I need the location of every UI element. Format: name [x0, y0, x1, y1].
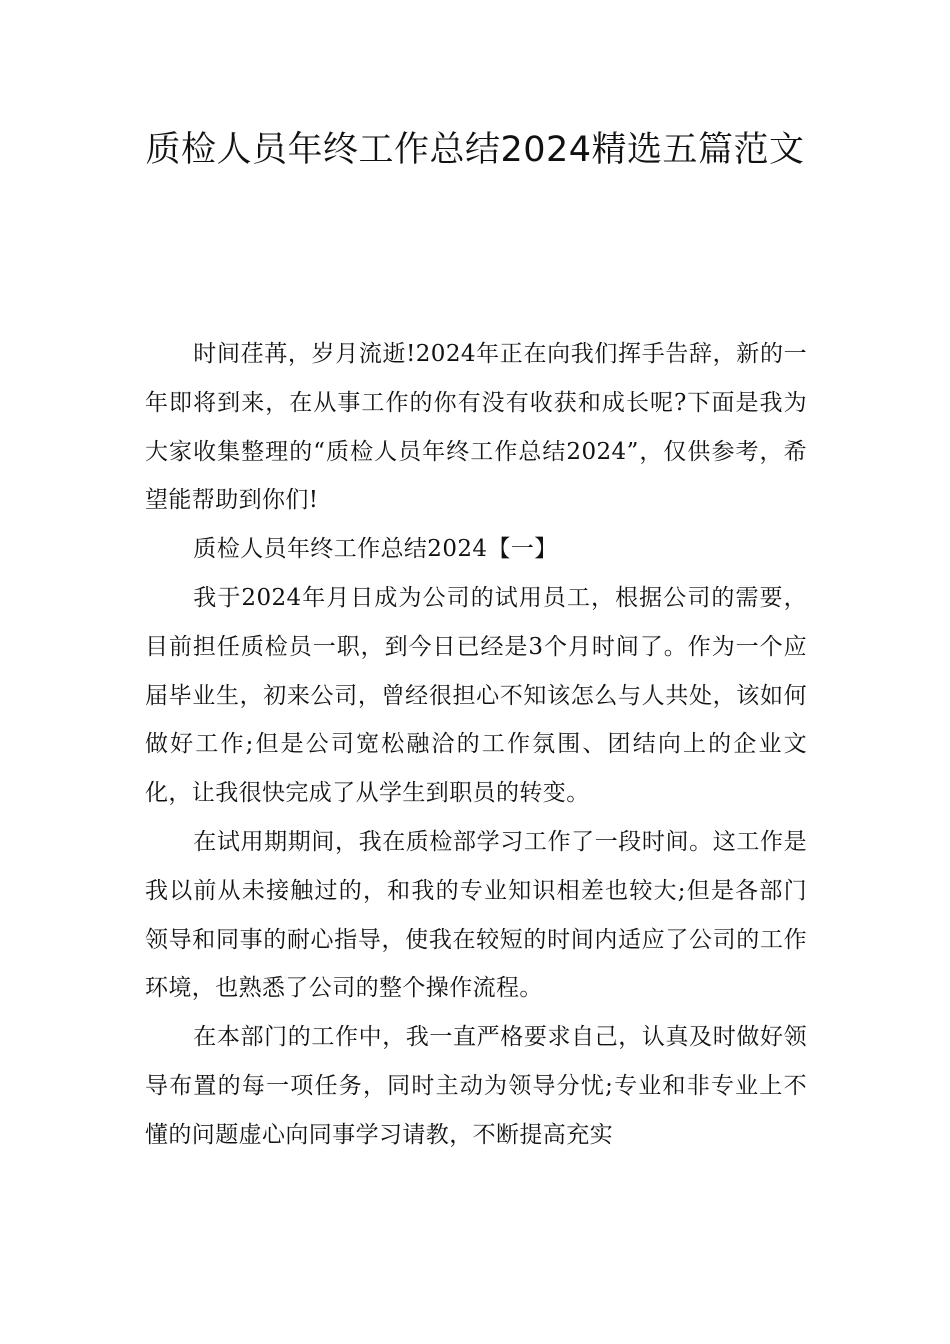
document-body: [145, 330, 807, 1160]
body-paragraph: 在本部门的工作中，我一直严格要求自己，认真及时做好领导布置的每一项任务，同时主动为领导分忧;专业和非专业上不懂的问题虚心向同事学习请教，不断提高充实: [145, 1024, 807, 1148]
intro-paragraph: 时间荏苒，岁月流逝!2024年正在向我们挥手告辞，新的一年即将到来，在从事工作的你有没有收获和成长呢?下面是我为大家收集整理的“质检人员年终工作总结2024”，仅供参考，希望能帮助到你们!: [145, 341, 807, 514]
document-title: 质检人员年终工作总结2024精选五篇范文: [145, 130, 805, 170]
body-paragraph: 我于2024年月日成为公司的试用员工，根据公司的需要，目前担任质检员一职，到今日已经是3个月时间了。作为一个应届毕业生，初来公司，曾经很担心不知该怎么与人共处，该如何做好工作;但是公司宽松融洽的工作氛围、团结向上的企业文化，让我很快完成了从学生到职员的转变。: [145, 584, 807, 807]
body-paragraph: 在试用期期间，我在质检部学习工作了一段时间。这工作是我以前从未接触过的，和我的专业知识相差也较大;但是各部门领导和同事的耐心指导，使我在较短的时间内适应了公司的工作环境，也熟悉了公司的整个操作流程。: [145, 828, 807, 1002]
section-heading: 质检人员年终工作总结2024【一】: [193, 536, 558, 563]
